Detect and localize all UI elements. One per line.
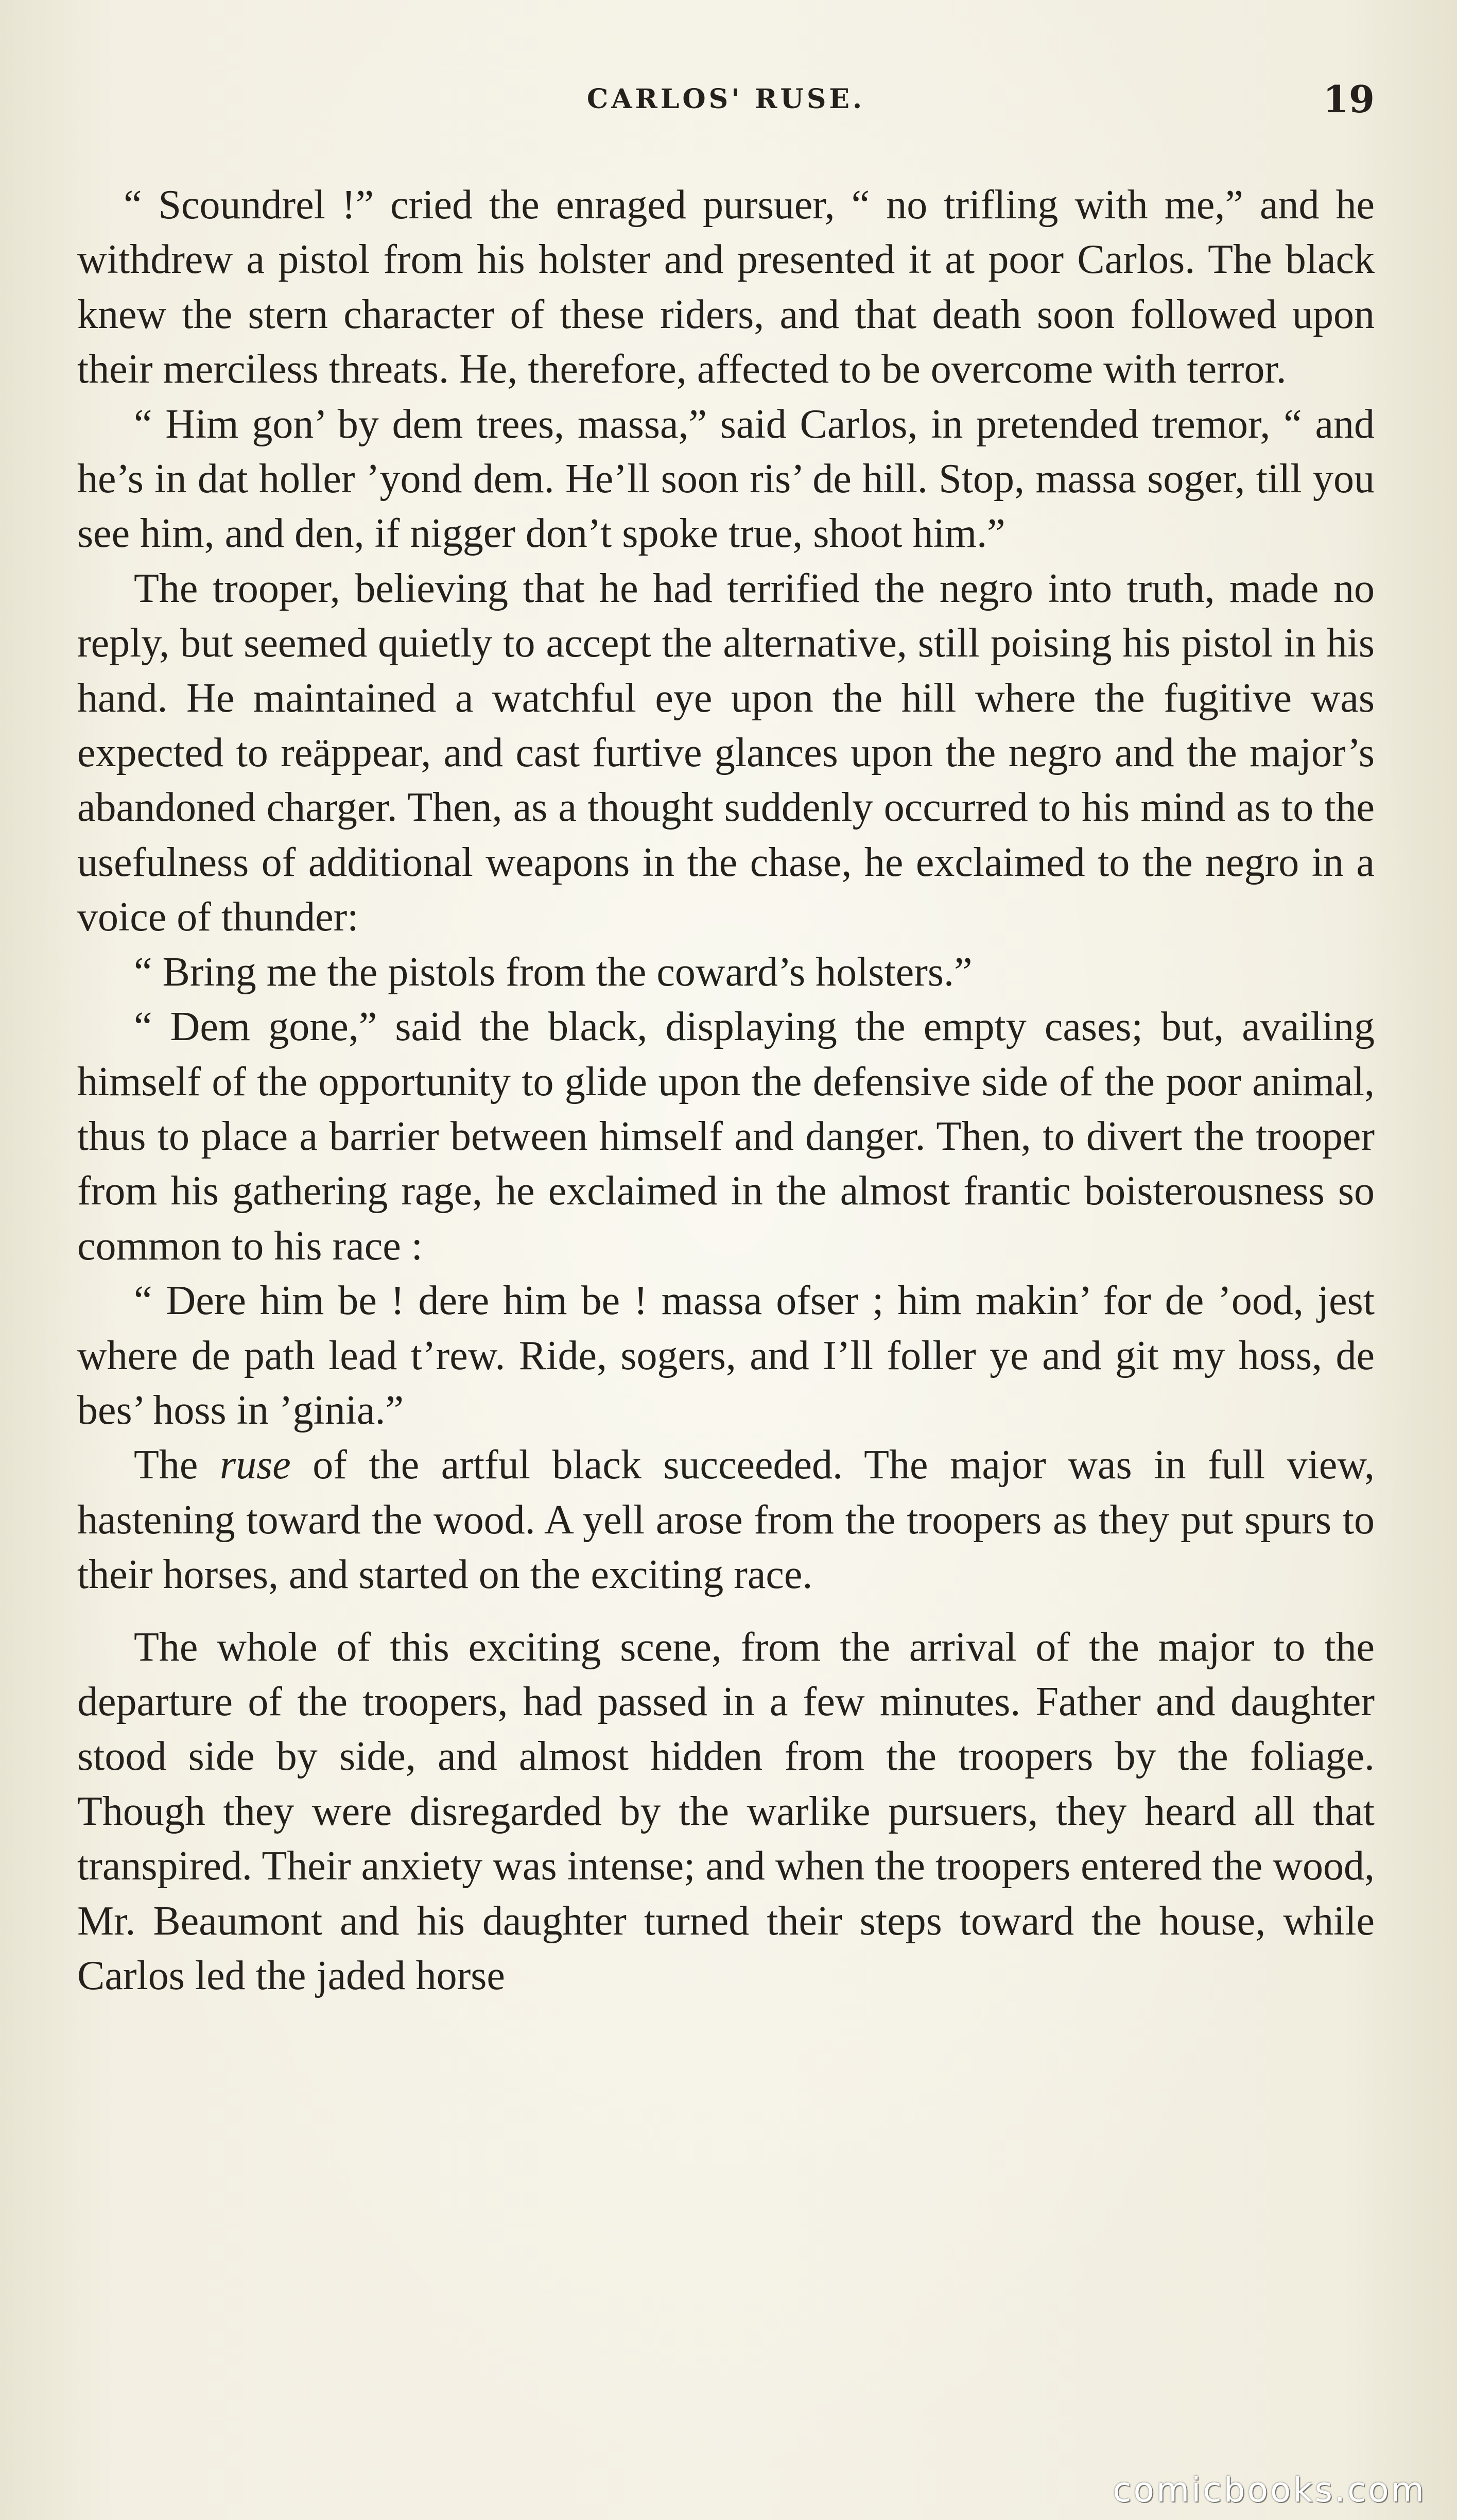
paragraph-him-gon: “ Him gon’ by dem trees, massa,” said Carlos, in pretended tremor, “ and he’s in dat holler ’yond dem. He’ll soon ris’ de hill. Stop, massa soger, till you see him, and den, if nigger don’t spoke true, shoot him.” — [77, 401, 1375, 557]
paragraph-trooper-believing: The trooper, believing that he had terrified the negro into truth, made no reply, but seemed quietly to accept the alternative, still poising his pistol in his hand. He maintained a watchful eye upon the hill where the fugitive was expected to reäppear, and cast furtive glances upon the negro and the major’s abandoned charger. Then, as a thought suddenly occurred to his mind as to the usefulness of additional weapons in the chase, he exclaimed to the negro in a voice of thunder: — [77, 565, 1375, 940]
watermark: comicbooks.com — [1113, 2470, 1426, 2510]
ruse-text-before: The — [134, 1442, 220, 1488]
ruse-italic-word: ruse — [219, 1442, 291, 1488]
paragraph-dere-him-be: “ Dere him be ! dere him be ! massa ofser ; him makin’ for de ’ood, jest where de path lead t’rew. Ride, sogers, and I’ll foller ye and git my hoss, de bes’ hoss in ’ginia.” — [77, 1278, 1375, 1433]
paragraph-ruse-succeeded — [77, 1438, 1375, 1602]
page-header — [77, 77, 1375, 121]
running-head: CARLOS' RUSE. — [586, 83, 865, 115]
page-number: 19 — [1323, 77, 1375, 121]
paragraph-bring-pistols: “ Bring me the pistols from the coward’s holsters.” — [134, 949, 973, 995]
paragraph-whole-scene: The whole of this exciting scene, from the arrival of the major to the departure of the troopers, had passed in a few minutes. Father and daughter stood side by side, and almost hidden from the troopers by the foliage. Though they were disregarded by the warlike pursuers, they heard all that transpired. Their anxiety was intense; and when the troopers entered the wood, Mr. Beaumont and his daughter turned their steps toward the house, while Carlos led the jaded horse — [77, 1624, 1375, 1998]
paragraph-scoundrel: “ Scoundrel !” cried the enraged pursuer, “ no trifling with me,” and he withdrew a pistol from his holster and presented it at poor Carlos. The black knew the stern character of these riders, and that death soon followed upon their merciless threats. He, therefore, affected to be overcome with terror. — [77, 182, 1375, 392]
ruse-text-after: of the artful black succeeded. The major was in full view, hastening toward the wood. A yell arose from the troopers as they put spurs to their horses, and started on the exciting race. — [77, 1442, 1375, 1598]
paragraph-dem-gone: “ Dem gone,” said the black, displaying the empty cases; but, availing himself of the opportunity to glide upon the defensive side of the poor animal, thus to place a barrier between himself and danger. Then, to divert the trooper from his gathering rage, he exclaimed in the almost frantic boisterousness so common to his race : — [77, 1004, 1375, 1269]
body-text — [77, 178, 1375, 2003]
